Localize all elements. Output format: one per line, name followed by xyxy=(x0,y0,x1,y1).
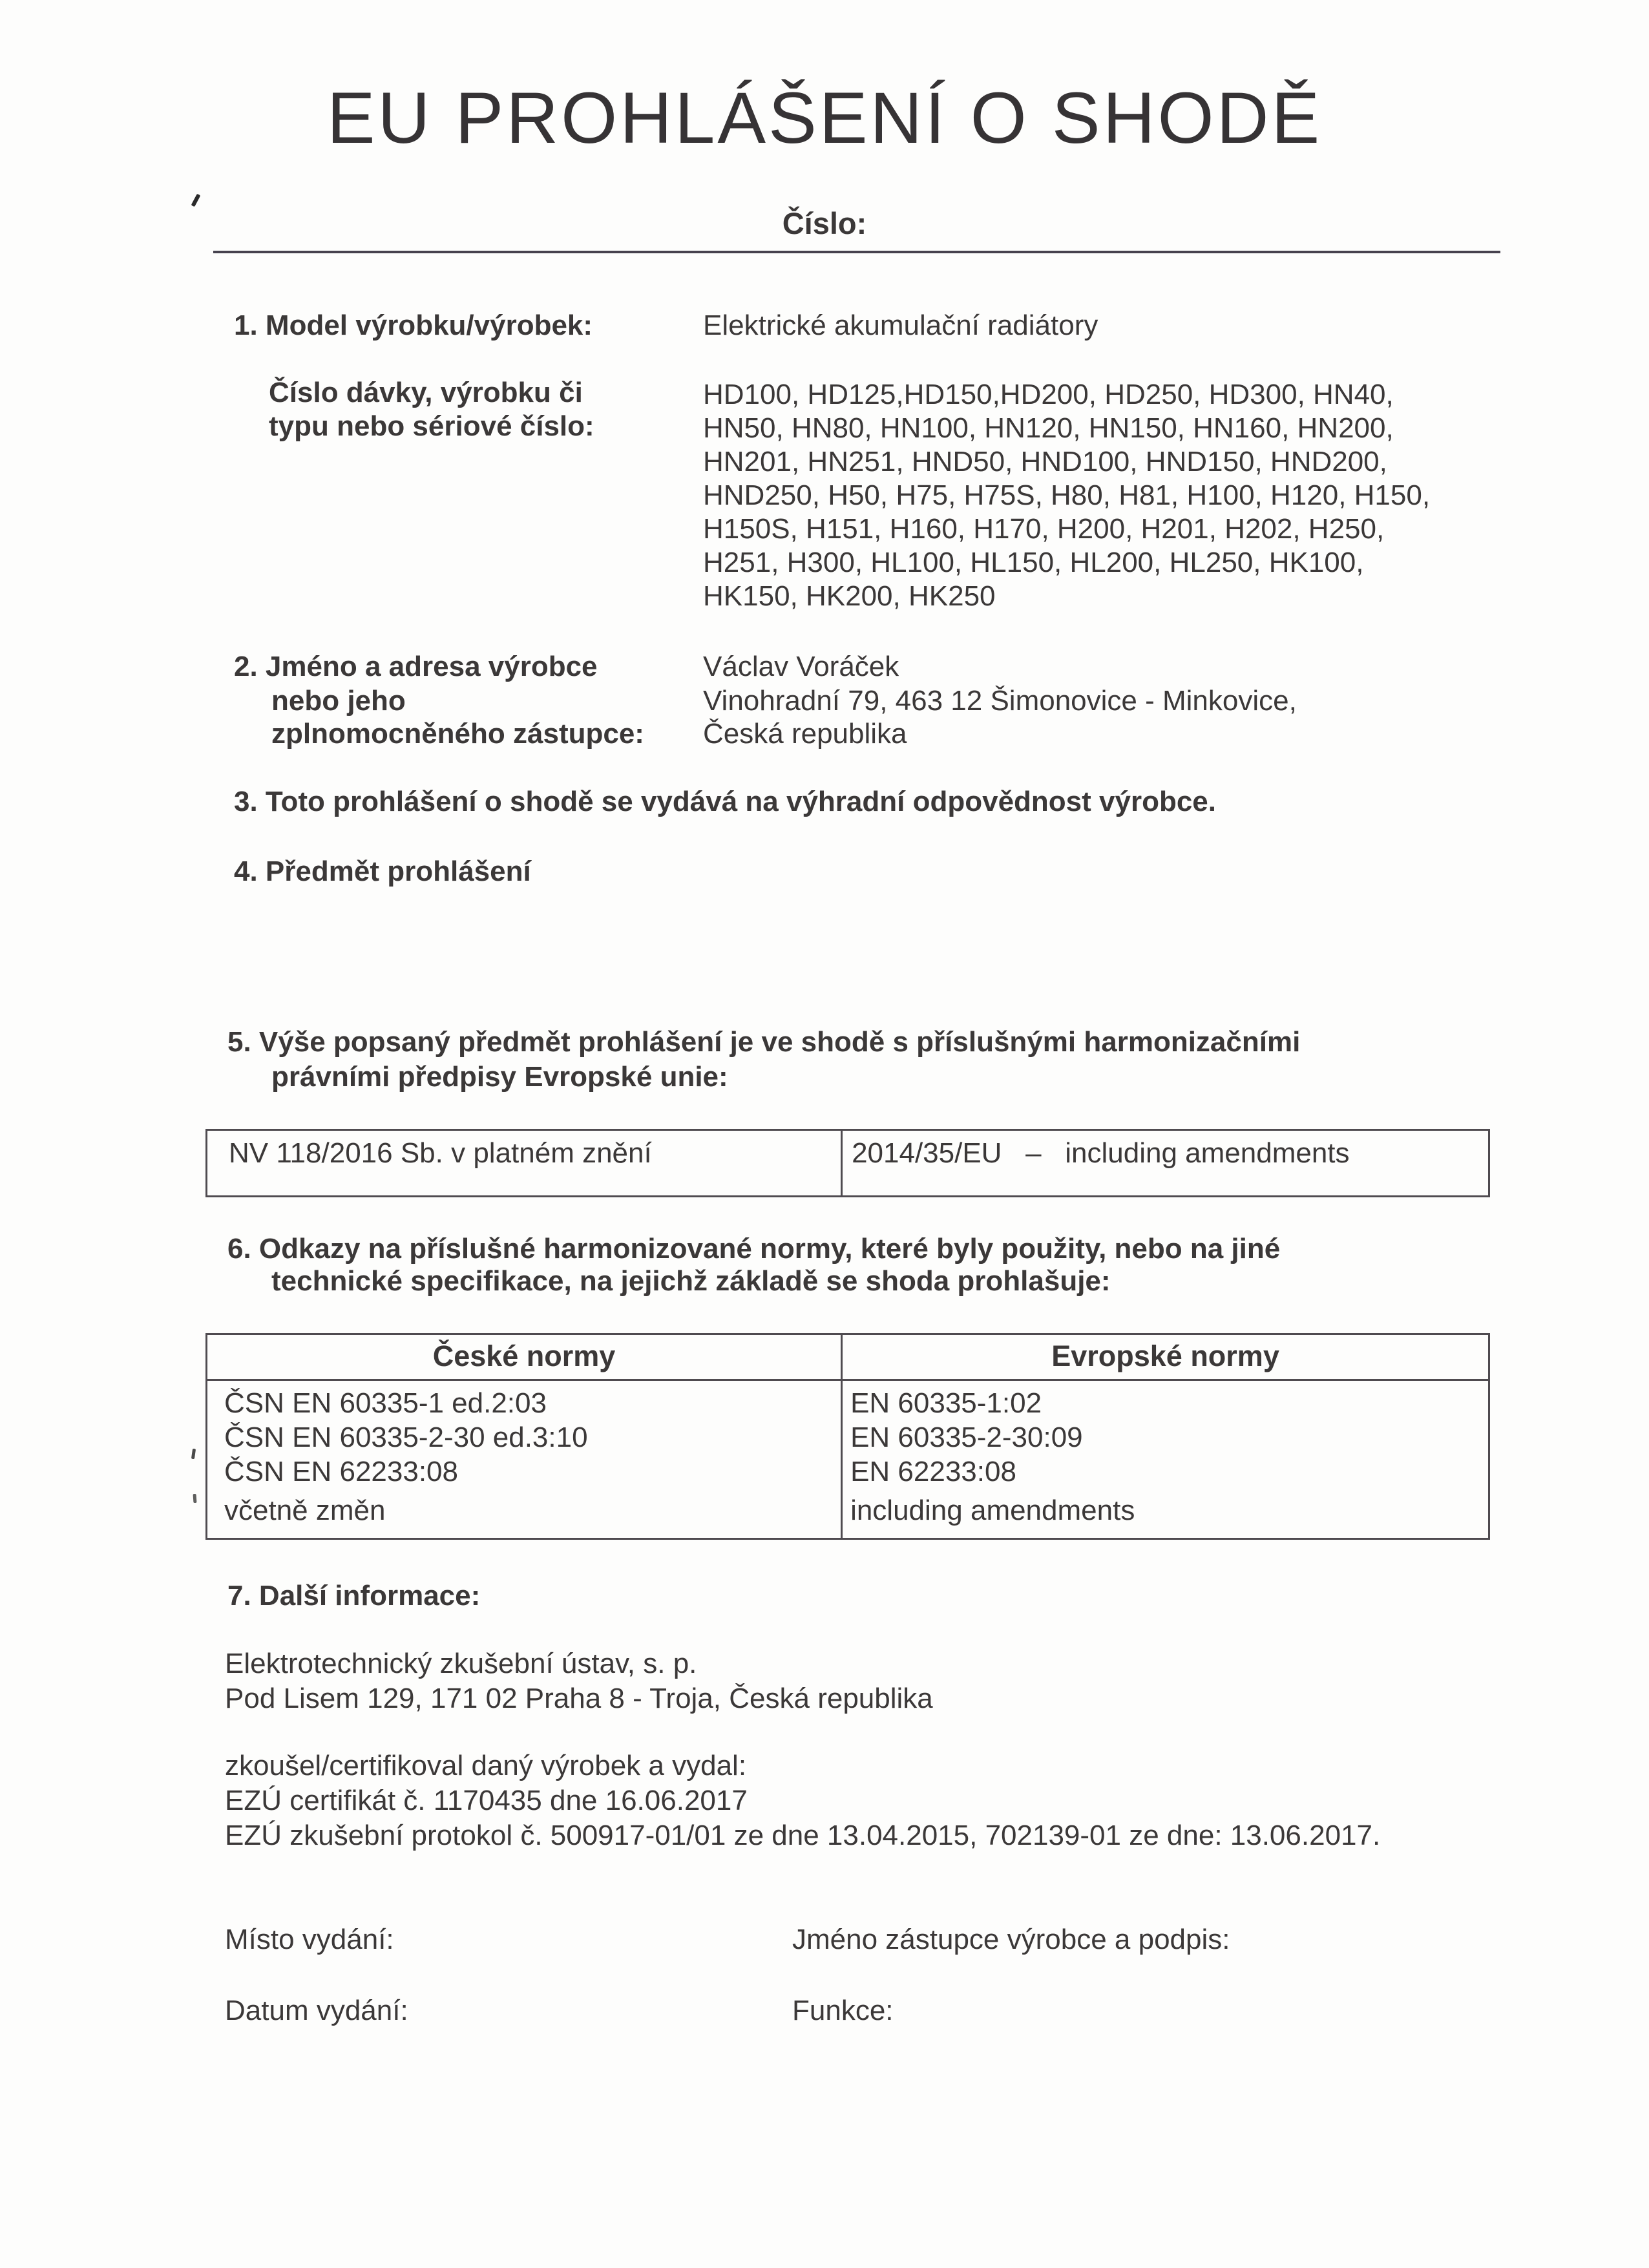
european-norm-line: EN 60335-1:02 xyxy=(850,1387,1042,1419)
section1-model-value: Elektrické akumulační radiátory xyxy=(703,310,1098,341)
section2-manufacturer-address: Vinohradní 79, 463 12 Šimonovice - Minkovice, xyxy=(703,685,1297,717)
section6-text-line2: technické specifikace, na jejichž základě se shoda prohlašuje: xyxy=(271,1265,1111,1297)
function-label: Funkce: xyxy=(792,1995,894,2026)
section1-batch-value xyxy=(703,378,1430,613)
section7-heading: 7. Další informace: xyxy=(227,1580,481,1612)
czech-norm-line: ČSN EN 60335-2-30 ed.3:10 xyxy=(224,1422,588,1453)
model-number-line: H150S, H151, H160, H170, H200, H201, H202, H250, xyxy=(703,513,1385,545)
czech-norm-line: ČSN EN 62233:08 xyxy=(224,1456,458,1487)
section5-text-line2: právními předpisy Evropské unie: xyxy=(271,1061,728,1093)
model-number-line: HND250, H50, H75, H75S, H80, H81, H100, H120, H150, xyxy=(703,479,1431,511)
czech-norms-header: České normy xyxy=(207,1335,843,1379)
legislation-table xyxy=(205,1129,1490,1197)
document-number-label: Číslo: xyxy=(782,206,867,240)
certification-block xyxy=(225,1748,1380,1853)
european-norm-line: EN 60335-2-30:09 xyxy=(850,1422,1083,1453)
european-norm-line: EN 62233:08 xyxy=(850,1456,1016,1487)
header-divider-line xyxy=(213,251,1500,253)
czech-norm-line: včetně změn xyxy=(224,1495,386,1526)
institute-line: Elektrotechnický zkušební ústav, s. p. xyxy=(225,1648,697,1679)
batch-label-line: Číslo dávky, výrobku či xyxy=(269,377,583,408)
norms-table xyxy=(205,1333,1490,1540)
model-number-line: H251, H300, HL100, HL150, HL200, HL250, HK100, xyxy=(703,547,1364,578)
certification-line: zkoušel/certifikoval daný výrobek a vydal: xyxy=(225,1750,747,1781)
institute-line: Pod Lisem 129, 171 02 Praha 8 - Troja, Česká republika xyxy=(225,1683,933,1714)
european-norms-cell xyxy=(843,1381,1488,1538)
section6-text-line1: 6. Odkazy na příslušné harmonizované normy, které byly použity, nebo na jiné xyxy=(227,1233,1281,1265)
model-number-line: HN201, HN251, HND50, HND100, HND150, HND200, xyxy=(703,446,1387,478)
czech-regulation-cell: NV 118/2016 Sb. v platném znění xyxy=(207,1131,843,1195)
section2-label-line3: zplnomocněného zástupce: xyxy=(271,718,644,750)
date-of-issue-label: Datum vydání: xyxy=(225,1995,408,2026)
representative-signature-label: Jméno zástupce výrobce a podpis: xyxy=(792,1924,1230,1955)
model-number-line: HN50, HN80, HN100, HN120, HN150, HN160, HN200, xyxy=(703,412,1394,444)
section2-manufacturer-country: Česká republika xyxy=(703,718,907,750)
european-norms-header: Evropské normy xyxy=(1051,1339,1279,1372)
european-norm-line: including amendments xyxy=(850,1495,1135,1526)
document-title: EU PROHLÁŠENÍ O SHODĚ xyxy=(326,78,1323,158)
section2-label-line1: 2. Jméno a adresa výrobce xyxy=(234,651,598,682)
edge-ink-mark xyxy=(193,1494,197,1503)
model-number-line: HK150, HK200, HK250 xyxy=(703,580,996,612)
section2-label-line2: nebo jeho xyxy=(271,685,406,717)
czech-norm-line: ČSN EN 60335-1 ed.2:03 xyxy=(224,1387,547,1419)
model-number-line: HD100, HD125,HD150,HD200, HD250, HD300, HN40, xyxy=(703,379,1394,410)
section1-batch-label xyxy=(269,376,594,443)
norms-table-header-row xyxy=(207,1335,1488,1381)
section5-text-line1: 5. Výše popsaný předmět prohlášení je ve shodě s příslušnými harmonizačními xyxy=(227,1026,1301,1058)
eu-directive-cell: 2014/35/EU – including amendments xyxy=(852,1137,1350,1169)
section4-heading: 4. Předmět prohlášení xyxy=(234,856,531,887)
certification-line: EZÚ zkušební protokol č. 500917-01/01 ze dne 13.04.2015, 702139-01 ze dne: 13.06.2017. xyxy=(225,1820,1381,1851)
batch-label-line: typu nebo sériové číslo: xyxy=(269,410,594,442)
edge-ink-mark xyxy=(191,1449,196,1460)
section2-manufacturer-name: Václav Voráček xyxy=(703,651,899,682)
certification-line: EZÚ certifikát č. 1170435 dne 16.06.2017 xyxy=(225,1785,748,1816)
place-of-issue-label: Místo vydání: xyxy=(225,1924,394,1955)
section3-statement: 3. Toto prohlášení o shodě se vydává na výhradní odpovědnost výrobce. xyxy=(234,786,1216,817)
test-institute-block xyxy=(225,1646,933,1716)
czech-norms-cell xyxy=(207,1381,843,1538)
section1-model-label: 1. Model výrobku/výrobek: xyxy=(234,310,593,341)
norms-table-body-row xyxy=(207,1381,1488,1538)
